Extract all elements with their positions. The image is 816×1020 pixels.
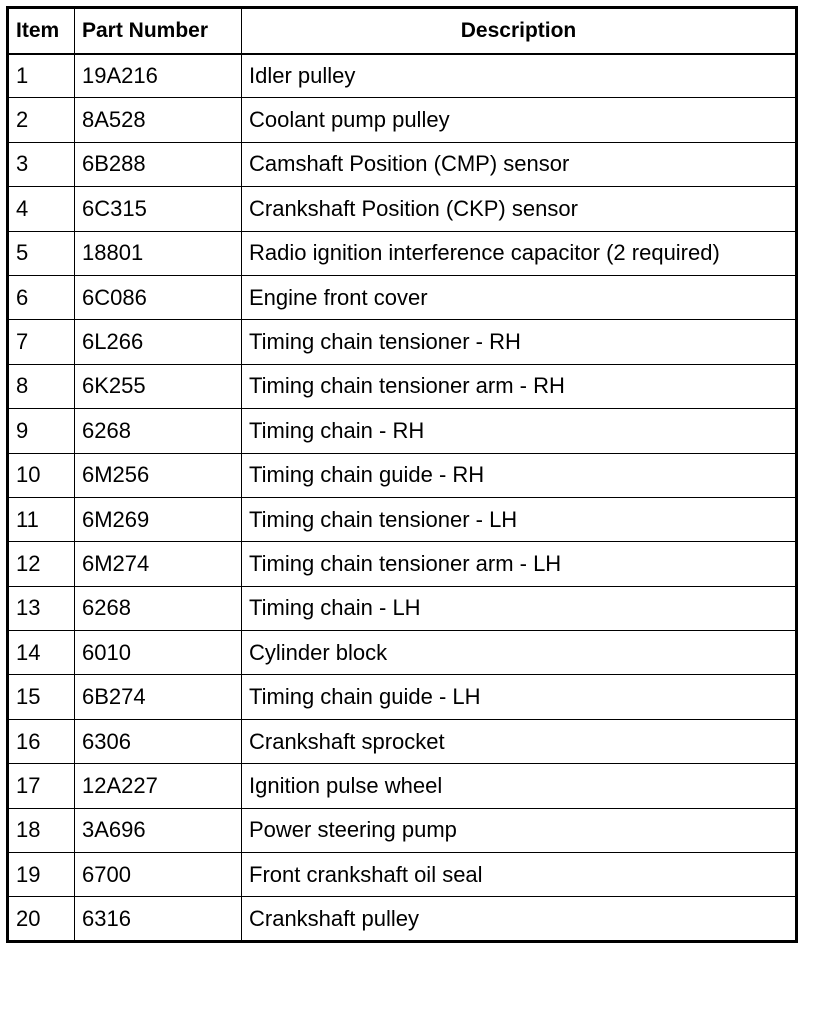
item-cell: 20 xyxy=(8,897,75,941)
part-number-cell: 12A227 xyxy=(75,764,242,808)
part-number-cell: 6L266 xyxy=(75,320,242,364)
description-cell: Timing chain tensioner - RH xyxy=(242,320,797,364)
description-cell: Timing chain guide - RH xyxy=(242,453,797,497)
description-cell: Camshaft Position (CMP) sensor xyxy=(242,142,797,186)
table-body xyxy=(8,54,797,942)
item-cell: 6 xyxy=(8,275,75,319)
description-cell: Timing chain tensioner arm - LH xyxy=(242,542,797,586)
item-cell: 9 xyxy=(8,409,75,453)
description-cell: Cylinder block xyxy=(242,631,797,675)
table-row xyxy=(8,187,797,231)
item-cell: 15 xyxy=(8,675,75,719)
part-number-cell: 6316 xyxy=(75,897,242,941)
table-row xyxy=(8,675,797,719)
item-cell: 2 xyxy=(8,98,75,142)
description-cell: Front crankshaft oil seal xyxy=(242,853,797,897)
part-number-cell: 8A528 xyxy=(75,98,242,142)
table-row xyxy=(8,764,797,808)
description-cell: Idler pulley xyxy=(242,54,797,98)
item-cell: 13 xyxy=(8,586,75,630)
item-cell: 4 xyxy=(8,187,75,231)
table-row xyxy=(8,853,797,897)
table-row xyxy=(8,808,797,852)
description-cell: Crankshaft pulley xyxy=(242,897,797,941)
table-row xyxy=(8,586,797,630)
header-part-number: Part Number xyxy=(75,8,242,54)
part-number-cell: 6700 xyxy=(75,853,242,897)
item-cell: 12 xyxy=(8,542,75,586)
description-cell: Crankshaft Position (CKP) sensor xyxy=(242,187,797,231)
part-number-cell: 6M256 xyxy=(75,453,242,497)
item-cell: 10 xyxy=(8,453,75,497)
part-number-cell: 6M269 xyxy=(75,497,242,541)
description-cell: Coolant pump pulley xyxy=(242,98,797,142)
description-cell: Ignition pulse wheel xyxy=(242,764,797,808)
item-cell: 19 xyxy=(8,853,75,897)
part-number-cell: 6C315 xyxy=(75,187,242,231)
part-number-cell: 3A696 xyxy=(75,808,242,852)
item-cell: 8 xyxy=(8,364,75,408)
part-number-cell: 6M274 xyxy=(75,542,242,586)
item-cell: 7 xyxy=(8,320,75,364)
description-cell: Power steering pump xyxy=(242,808,797,852)
item-cell: 1 xyxy=(8,54,75,98)
part-number-cell: 6268 xyxy=(75,586,242,630)
part-number-cell: 6B274 xyxy=(75,675,242,719)
table-row xyxy=(8,98,797,142)
table-row xyxy=(8,54,797,98)
parts-table xyxy=(6,6,798,943)
item-cell: 18 xyxy=(8,808,75,852)
table-row xyxy=(8,631,797,675)
table-row xyxy=(8,142,797,186)
description-cell: Timing chain - LH xyxy=(242,586,797,630)
item-cell: 17 xyxy=(8,764,75,808)
item-cell: 16 xyxy=(8,719,75,763)
header-row xyxy=(8,8,797,54)
table-row xyxy=(8,231,797,275)
description-cell: Timing chain tensioner - LH xyxy=(242,497,797,541)
item-cell: 3 xyxy=(8,142,75,186)
description-cell: Crankshaft sprocket xyxy=(242,719,797,763)
part-number-cell: 6268 xyxy=(75,409,242,453)
description-cell: Timing chain tensioner arm - RH xyxy=(242,364,797,408)
part-number-cell: 6010 xyxy=(75,631,242,675)
table-row xyxy=(8,320,797,364)
header-item: Item xyxy=(8,8,75,54)
part-number-cell: 6306 xyxy=(75,719,242,763)
table-row xyxy=(8,542,797,586)
description-cell: Engine front cover xyxy=(242,275,797,319)
table-row xyxy=(8,497,797,541)
description-cell: Timing chain guide - LH xyxy=(242,675,797,719)
part-number-cell: 6C086 xyxy=(75,275,242,319)
table-row xyxy=(8,275,797,319)
table-row xyxy=(8,897,797,941)
item-cell: 11 xyxy=(8,497,75,541)
header-description: Description xyxy=(242,8,797,54)
description-cell: Radio ignition interference capacitor (2 required) xyxy=(242,231,797,275)
table-row xyxy=(8,364,797,408)
description-cell: Timing chain - RH xyxy=(242,409,797,453)
table-row xyxy=(8,453,797,497)
item-cell: 14 xyxy=(8,631,75,675)
item-cell: 5 xyxy=(8,231,75,275)
table-row xyxy=(8,409,797,453)
part-number-cell: 19A216 xyxy=(75,54,242,98)
part-number-cell: 6K255 xyxy=(75,364,242,408)
table-row xyxy=(8,719,797,763)
part-number-cell: 18801 xyxy=(75,231,242,275)
part-number-cell: 6B288 xyxy=(75,142,242,186)
